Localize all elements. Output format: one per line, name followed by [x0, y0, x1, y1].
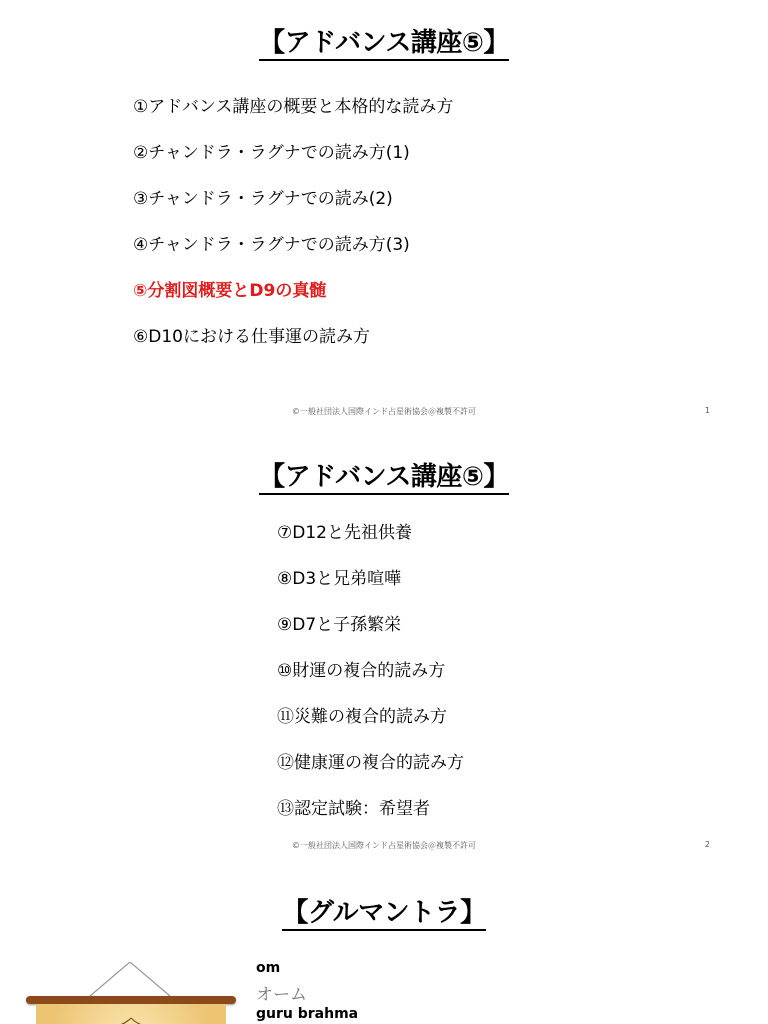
- scroll-rod: [26, 996, 236, 1004]
- slide-2-page-number: 2: [704, 840, 710, 849]
- lesson-item: ②チャンドラ・ラグナでの読み方(1): [133, 143, 410, 163]
- lesson-item: ⑩財運の複合的読み方: [277, 661, 446, 681]
- slide-1: [0, 0, 768, 430]
- lesson-item: ④チャンドラ・ラグナでの読み方(3): [133, 235, 410, 255]
- slide-1-page-number: 1: [704, 406, 710, 415]
- lesson-item: ⑫健康運の複合的読み方: [277, 753, 464, 773]
- lesson-item: ⑥D10における仕事運の読み方: [133, 327, 370, 347]
- mantra-line-kana: オーム: [256, 985, 307, 1005]
- mantra-line-roman: om: [256, 960, 281, 976]
- slide-2: [0, 440, 768, 860]
- slide-2-copyright: ©一般社団法人国際インド占星術協会＠複製不許可: [292, 841, 476, 850]
- lesson-item: ⑦D12と先祖供養: [277, 523, 412, 543]
- lesson-item: ⑪災難の複合的読み方: [277, 707, 447, 727]
- mantra-line-roman: guru brahma: [256, 1006, 359, 1022]
- lesson-item: ③チャンドラ・ラグナでの読み(2): [133, 189, 393, 209]
- slide-3: [0, 870, 768, 1024]
- slide-1-copyright: ©一般社団法人国際インド占星術協会＠複製不許可: [292, 407, 476, 416]
- slide-3-title: 【グルマントラ】: [0, 898, 768, 928]
- hanging-scroll-icon: [26, 962, 236, 1024]
- lesson-item: ①アドバンス講座の概要と本格的な読み方: [133, 97, 454, 117]
- lesson-item: ⑧D3と兄弟喧嘩: [277, 569, 402, 589]
- lesson-item: ⑬認定試験：希望者: [277, 799, 430, 819]
- lesson-item: ⑨D7と子孫繁栄: [277, 615, 402, 635]
- slide-2-title: 【アドバンス講座⑤】: [0, 462, 768, 492]
- scroll-hanging-string: [26, 962, 236, 998]
- slide-1-title: 【アドバンス講座⑤】: [0, 28, 768, 58]
- lesson-item-current: ⑤分割図概要とD9の真髄: [133, 281, 327, 301]
- om-mandala-icon: [91, 1014, 171, 1024]
